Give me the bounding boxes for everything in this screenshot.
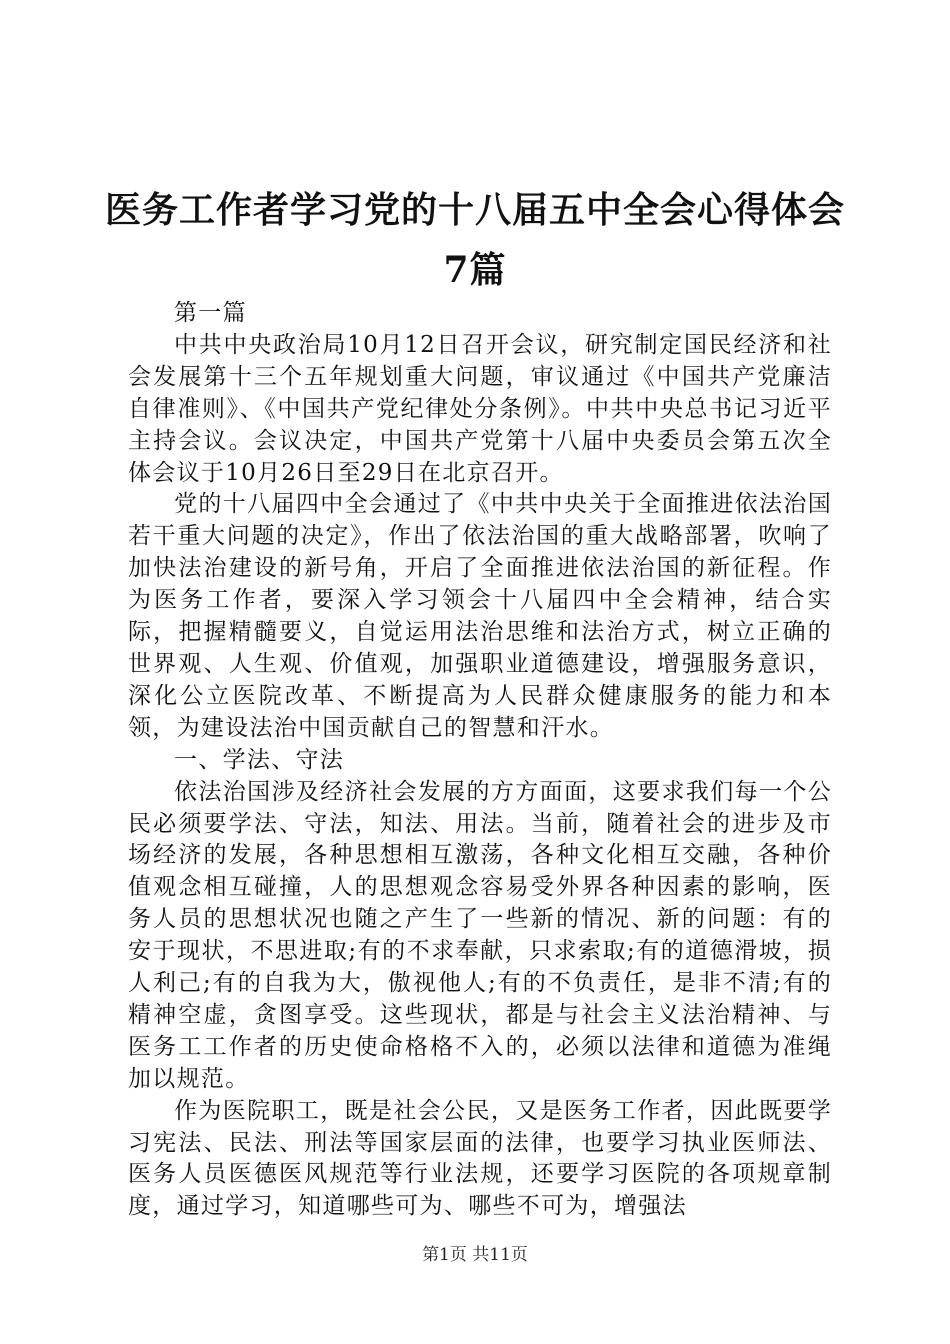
paragraph: 中共中央政治局10月12日召开会议，研究制定国民经济和社会发展第十三个五年规划重大问题，审议通过《中国共产党廉洁自律准则》、《中国共产党纪律处分条例》。中共中央总书记习近平主持会议。会议决定，中国共产党第十八届中央委员会第五次全体会议于10月26日至29日在北京召开。	[128, 331, 832, 486]
section-heading: 一、学法、守法	[174, 746, 345, 773]
document-title-line1: 医务工作者学习党的十八届五中全会心得体会	[104, 189, 845, 231]
paragraph: 依法治国涉及经济社会发展的方方面面，这要求我们每一个公民必须要学法、守法，知法、用法。当前，随着社会的进步及市场经济的发展，各种思想相互激荡，各种文化相互交融，各种价值观念相互碰撞，人的思想观念容易受外界各种因素的影响，医务人员的思想状况也随之产生了一些新的情况、新的问题：有的安于现状，不思进取;有的不求奉献，只求索取;有的道德滑坡，损人利己;有的自我为大，傲视他人;有的不负责任，是非不清;有的精神空虚，贪图享受。这些现状，都是与社会主义法治精神、与医务工工作者的历史使命格格不入的，必须以法律和道德为准绳加以规范。	[128, 778, 832, 1092]
paragraph: 作为医院职工，既是社会公民，又是医务工作者，因此既要学习宪法、民法、刑法等国家层面的法律，也要学习执业医师法、医务人员医德医风规范等行业法规，还要学习医院的各项规章制度，通过学习，知道哪些可为、哪些不可为，增强法	[128, 1097, 832, 1220]
document-body	[128, 298, 832, 1223]
document-title-line2: 7篇	[443, 249, 507, 291]
paragraph: 党的十八届四中全会通过了《中共中央关于全面推进依法治国若干重大问题的决定》，作出了依法治国的重大战略部署，吹响了加快法治建设的新号角，开启了全面推进依法治国的新征程。作为医务工作者，要深入学习领会十八届四中全会精神，结合实际，把握精髓要义，自觉运用法治思维和法治方式，树立正确的世界观、人生观、价值观，加强职业道德建设，增强服务意识，深化公立医院改革、不断提高为人民群众健康服务的能力和本领，为建设法治中国贡献自己的智慧和汗水。	[128, 491, 832, 741]
page-footer: 第1页 共11页	[422, 1245, 528, 1265]
section-heading-first: 第一篇	[174, 300, 247, 326]
